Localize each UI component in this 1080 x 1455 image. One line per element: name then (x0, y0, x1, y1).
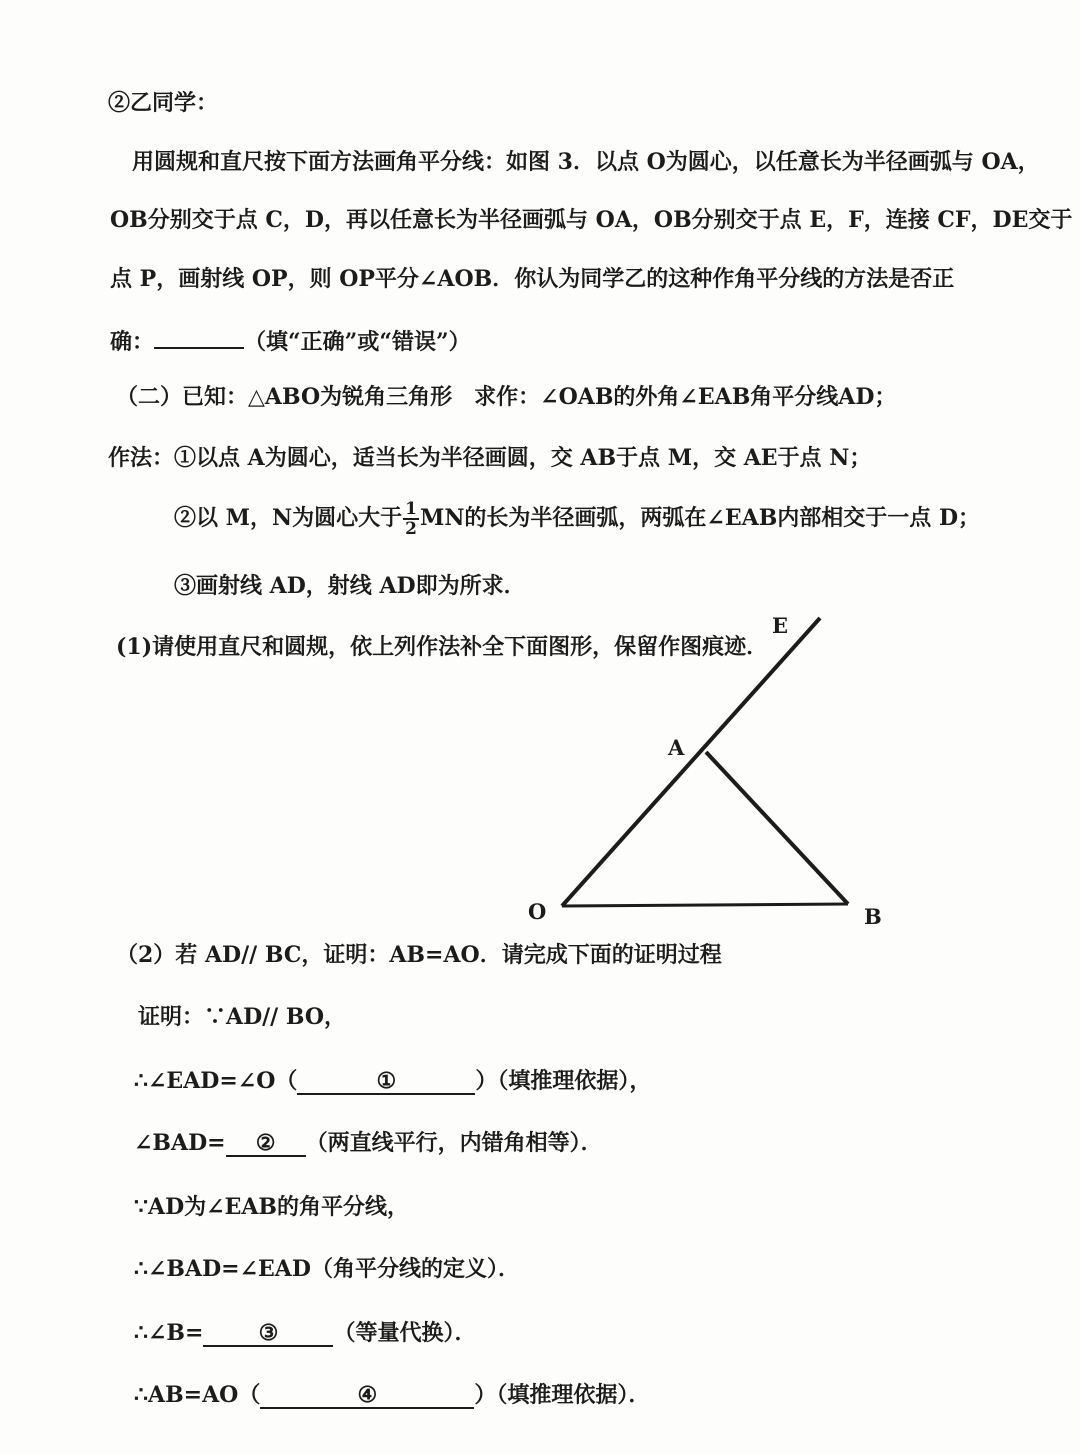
label-b: B (864, 904, 882, 929)
proof-line-5-prefix: ∴∠B= (134, 1320, 204, 1346)
blank-3[interactable]: ③ (203, 1321, 333, 1347)
proof-start: 证明：∵AD// BO， (138, 1004, 347, 1030)
fraction-denominator: 2 (405, 519, 417, 539)
segment-ob (562, 904, 848, 906)
label-e: E (772, 613, 789, 638)
step2-prefix: ②以 M，N为圆心大于 (174, 505, 403, 531)
label-a: A (668, 735, 685, 760)
proof-line-5 (134, 1318, 476, 1348)
proof-line-4: ∴∠BAD=∠EAD（角平分线的定义）． (134, 1256, 520, 1282)
proof-line-2-suffix: （两直线平行，内错角相等）． (305, 1130, 603, 1156)
blank-2[interactable]: ② (226, 1131, 306, 1157)
student-b-heading: ②乙同学： (108, 90, 219, 116)
proof-line-1-suffix: ）（填推理依据）， (475, 1068, 652, 1094)
ray-oe (562, 618, 820, 906)
known-statement: （二）已知：△ABO为锐角三角形 求作：∠OAB的外角∠EAB角平分线AD； (116, 384, 897, 410)
segment-ab (706, 752, 848, 904)
fraction-numerator: 1 (405, 499, 417, 519)
answer-prompt: 确： (110, 329, 155, 355)
proof-line-2 (134, 1128, 603, 1158)
blank-4[interactable]: ④ (260, 1383, 474, 1409)
proof-line-6-suffix: ）（填推理依据）． (474, 1382, 651, 1408)
paragraph-line-3: 点 P，画射线 OP，则 OP平分∠AOB．你认为同学乙的这种作角平分线的方法是否正 (110, 266, 955, 292)
proof-line-5-suffix: （等量代换）． (333, 1320, 477, 1346)
question-2: （2）若 AD// BC，证明：AB=AO．请完成下面的证明过程 (116, 942, 722, 968)
proof-line-6 (134, 1380, 650, 1410)
blank-1[interactable]: ① (297, 1069, 475, 1095)
proof-line-1-prefix: ∴∠EAD=∠O（ (134, 1068, 298, 1094)
proof-line-3: ∵AD为∠EAB的角平分线， (134, 1194, 410, 1220)
proof-line-2-prefix: ∠BAD= (134, 1130, 226, 1156)
paragraph-line-1: 用圆规和直尺按下面方法画角平分线：如图 3．以点 O为圆心，以任意长为半径画弧与 OA， (132, 149, 1040, 175)
paragraph-line-2: OB分别交于点 C，D，再以任意长为半径画弧与 OA，OB分别交于点 E，F，连接 CF，DE交于 (110, 207, 1073, 233)
label-o: O (528, 899, 547, 924)
question-1: (1)请使用直尺和圆规，依上列作法补全下面图形，保留作图痕迹． (116, 634, 769, 660)
construction-step-1: 作法：①以点 A为圆心，适当长为半径画圆，交 AB于点 M，交 AE于点 N； (108, 445, 872, 471)
proof-line-1 (134, 1066, 651, 1096)
proof-line-6-prefix: ∴AB=AO（ (134, 1382, 261, 1408)
step2-suffix: MN的长为半径画弧，两弧在∠EAB内部相交于一点 D； (419, 505, 981, 531)
answer-hint: （填“正确”或“错误”） (244, 329, 471, 355)
construction-step-3: ③画射线 AD，射线 AD即为所求． (174, 573, 526, 599)
